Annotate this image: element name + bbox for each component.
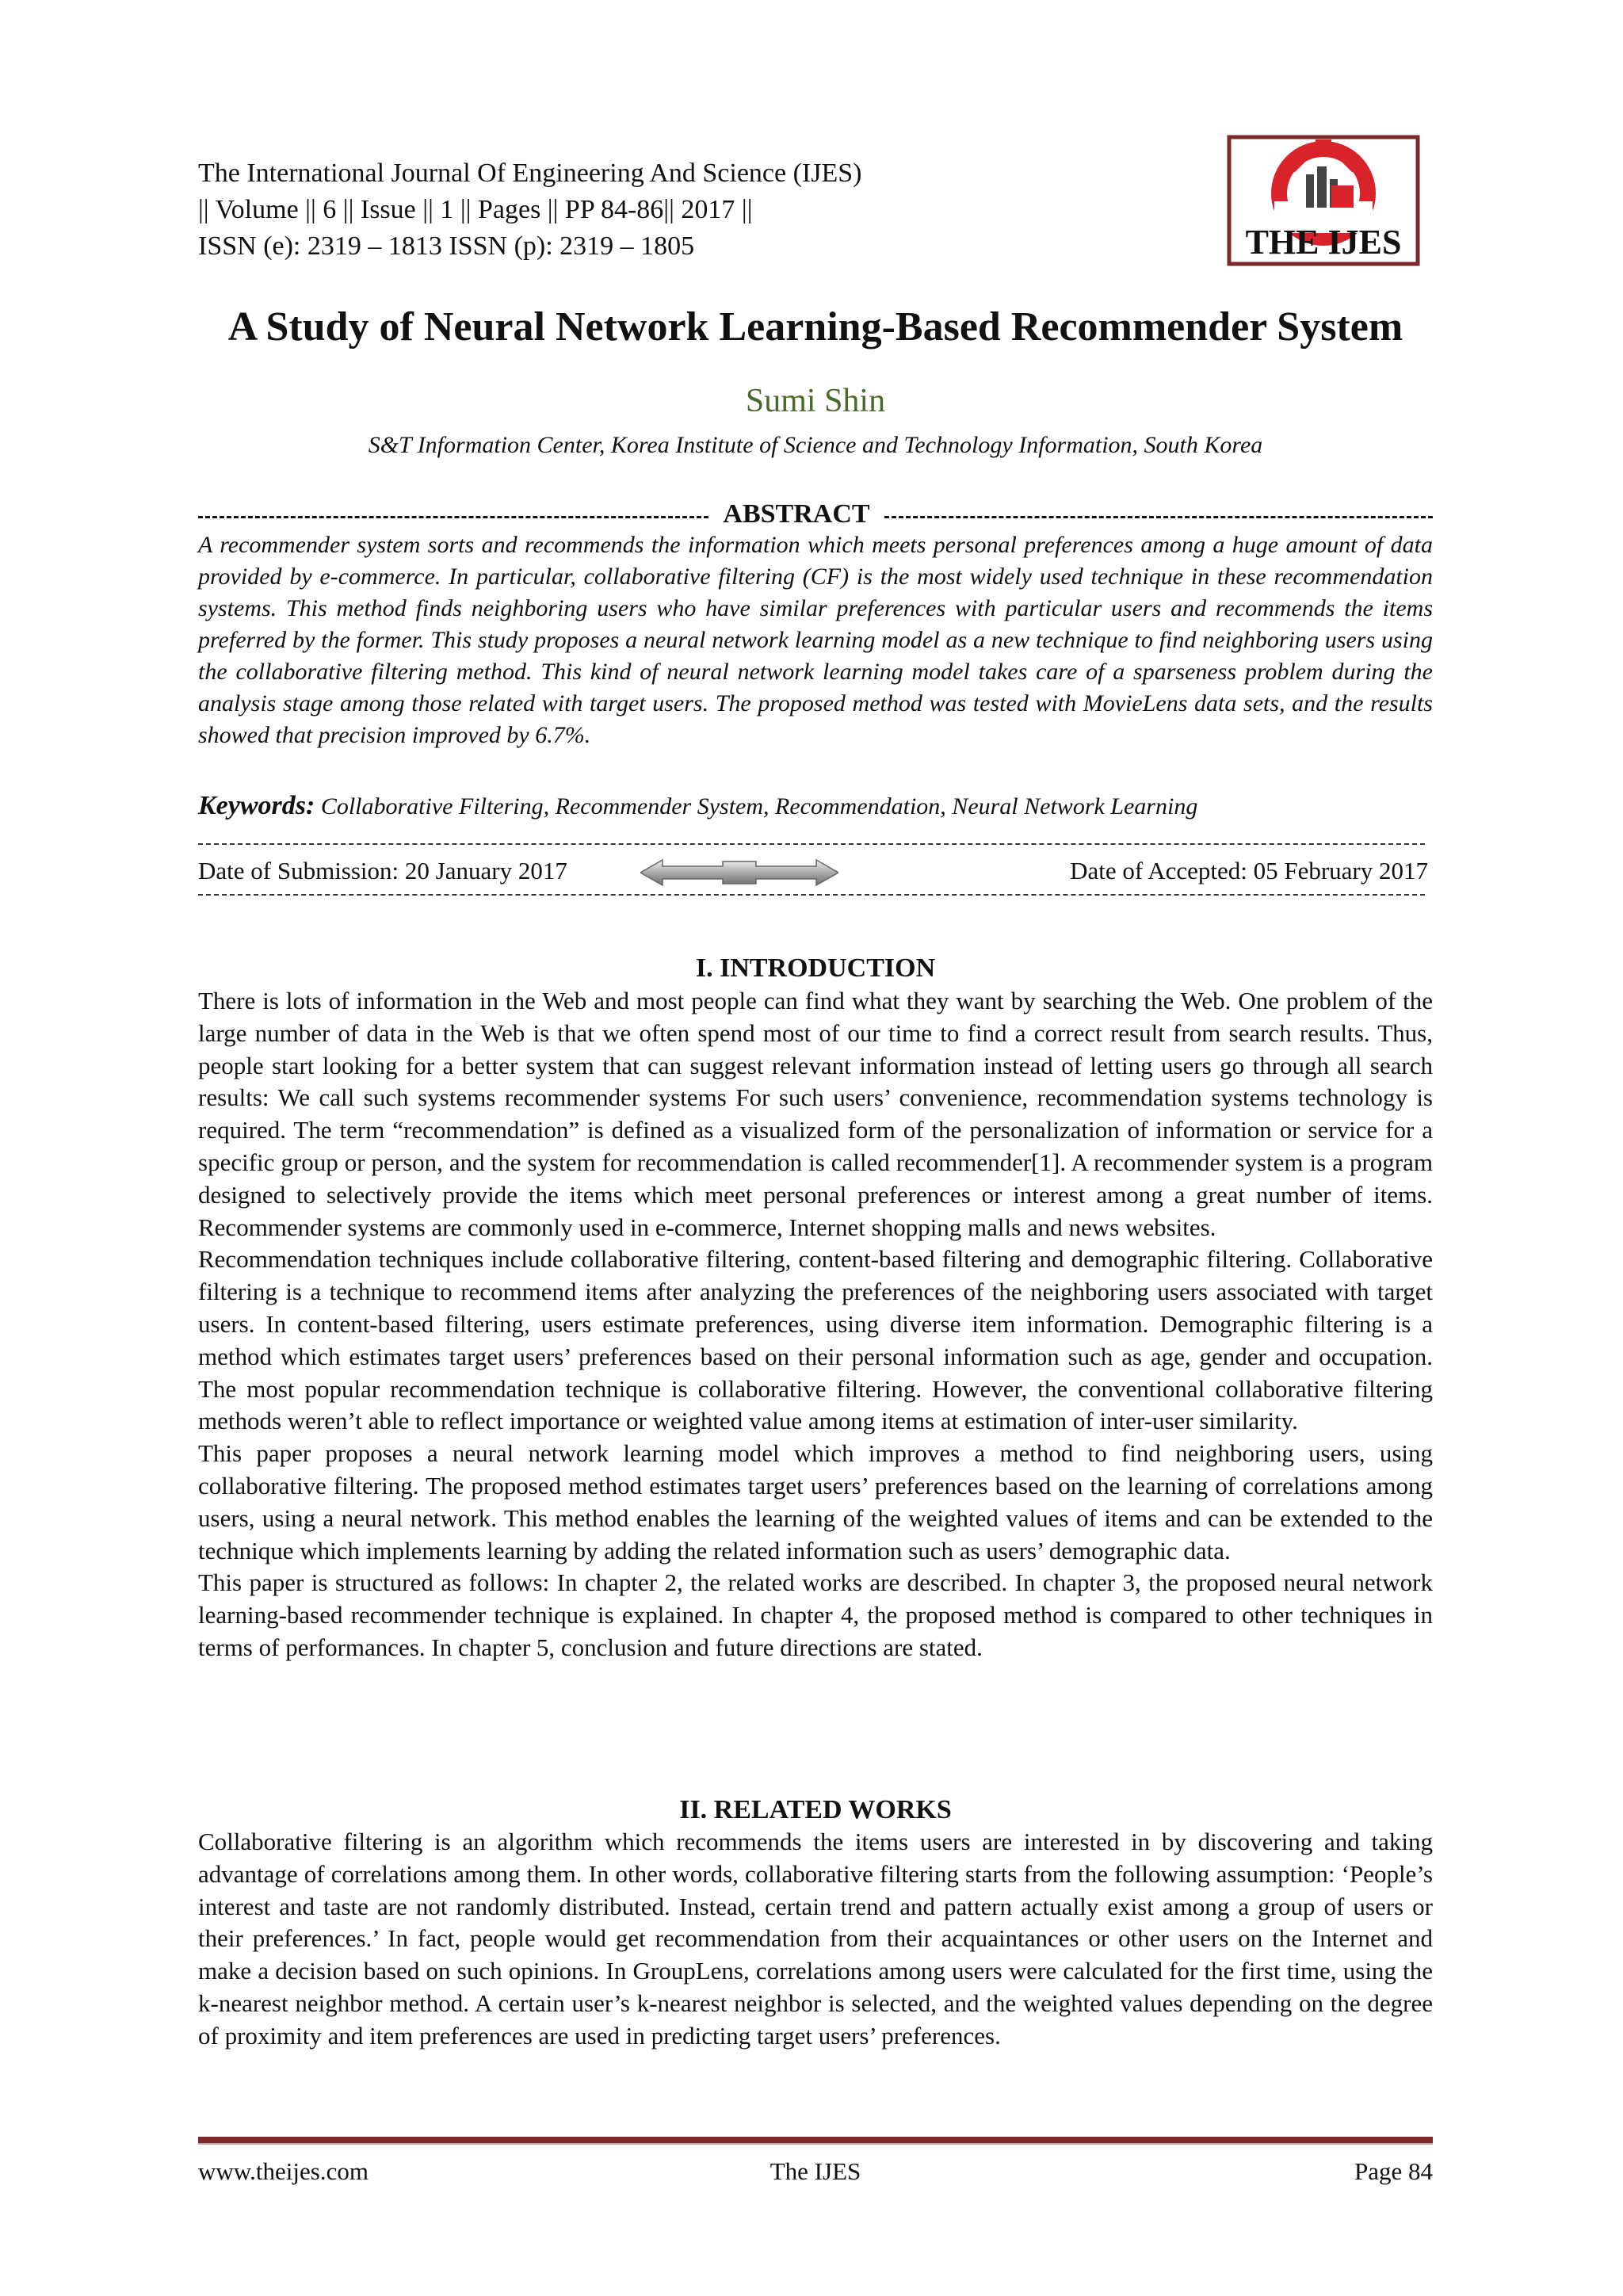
paragraph: There is lots of information in the Web and most people can find what they want by searching the Web. One problem of the large number of data in the Web is that we often spend most of our time to find a correct result from search results. Thus, people start looking for a better system that can suggest relevant information instead of letting users go through all search results: We call such systems recommender systems For such users’ convenience, recommendation systems technology is required. The term “recommendation” is defined as a visualized form of the personalization of information or service for a specific group or person, and the system for recommendation is called recommender[1]. A recommender system is a program designed to selectively provide the items which meet personal preferences or interest among a great number of items. Recommender systems are commonly used in e-commerce, Internet shopping malls and news websites. — [198, 987, 1433, 1241]
journal-name: The International Journal Of Engineering And Science (IJES) — [198, 159, 862, 188]
keywords-list: Collaborative Filtering, Recommender System, Recommendation, Neural Network Learning — [320, 793, 1198, 819]
double-arrow-icon — [640, 857, 838, 888]
dates-divider-bottom — [198, 894, 1425, 896]
date-submission: Date of Submission: 20 January 2017 — [198, 857, 567, 884]
paragraph: Collaborative filtering is an algorithm which recommends the items users are interested in by discovering and taking advantage of correlations among them. In other words, collaborative filtering starts from the following assumption: ‘People’s interest and taste are not randomly distributed. Instead, certain trend and pattern actually exist among a group of users or their preferences.’ In fact, people would get recommendation from their acquaintances or other users on the Internet and make a decision based on such opinions. In GroupLens, correlations among users were calculated for the first time, using the k-nearest neighbor method. A certain user’s k-nearest neighbor is selected, and the weighted values depending on the degree of proximity and item preferences are used in predicting target users’ preferences. — [198, 1828, 1433, 2050]
abstract-divider-left — [198, 516, 708, 518]
journal-info — [198, 155, 861, 265]
section-heading-introduction: I. INTRODUCTION — [695, 953, 936, 983]
footer-divider — [198, 2137, 1433, 2145]
section-body-related-works — [198, 1826, 1433, 2053]
abstract-text: A recommender system sorts and recommends the information which meets personal preferences among a huge amount of data provided by e-commerce. In particular, collaborative filtering (CF) is the most widely used technique in these recommendation systems. This method finds neighboring users who have similar preferences with particular users and recommends the items preferred by the former. This study proposes a neural network learning model as a new technique to find neighboring users using the collaborative filtering method. This kind of neural network learning model takes care of a sparseness problem during the analysis stage among those related with target users. The proposed method was tested with MovieLens data sets, and the results showed that precision improved by 6.7%. — [198, 532, 1433, 748]
paper-affiliation: S&T Information Center, Korea Institute of Science and Technology Information, South Korea — [368, 432, 1263, 458]
abstract-heading — [198, 497, 1433, 532]
keywords — [198, 789, 1433, 824]
paper-title: A Study of Neural Network Learning-Based Recommender System — [227, 304, 1403, 350]
journal-issn: ISSN (e): 2319 – 1813 ISSN (p): 2319 – 1805 — [198, 231, 695, 261]
ijes-logo-icon — [1227, 135, 1420, 266]
date-accepted: Date of Accepted: 05 February 2017 — [1070, 857, 1428, 884]
dates-divider-top — [198, 843, 1425, 845]
abstract-label: ABSTRACT — [723, 499, 870, 529]
footer-website: www.theijes.com — [198, 2157, 369, 2185]
keywords-label: Keywords: — [198, 791, 315, 820]
paper-author: Sumi Shin — [745, 383, 886, 419]
paragraph: This paper proposes a neural network learning model which improves a method to find neighboring users, using collaborative filtering. The proposed method estimates target users’ preferences based on the learning of correlations among users, using a neural network. This method enables the learning of the weighted values of items and can be extended to the technique which implements learning by adding the related information such as users’ demographic data. — [198, 1439, 1433, 1564]
logo-wordmark: THE IJES — [1245, 223, 1402, 262]
journal-volume: || Volume || 6 || Issue || 1 || Pages || PP 84-86|| 2017 || — [198, 195, 753, 224]
paragraph: Recommendation techniques include collaborative filtering, content-based filtering and demographic filtering. Collaborative filtering is a technique to recommend items after analyzing the preferences of the neighboring users associated with target users. In content-based filtering, users estimate preferences, using diverse item information. Demographic filtering is a method which estimates target users’ preferences based on their personal information such as age, gender and occupation. The most popular recommendation technique is collaborative filtering. However, the conventional collaborative filtering methods weren’t able to reflect importance or weighted value among items at estimation of inter-user similarity. — [198, 1245, 1433, 1435]
section-heading-related-works: II. RELATED WORKS — [679, 1795, 952, 1824]
paragraph: This paper is structured as follows: In chapter 2, the related works are described. In chapter 3, the proposed neural network learning-based recommender technique is explained. In chapter 4, the proposed method is compared to other techniques in terms of performances. In chapter 5, conclusion and future directions are stated. — [198, 1568, 1433, 1661]
footer-journal: The IJES — [769, 2157, 861, 2185]
page-footer — [198, 2154, 1433, 2189]
abstract-divider-right — [884, 516, 1433, 518]
dates-row — [198, 854, 1433, 888]
section-body-introduction — [198, 985, 1433, 1664]
footer-page-number: Page 84 — [1354, 2157, 1433, 2185]
